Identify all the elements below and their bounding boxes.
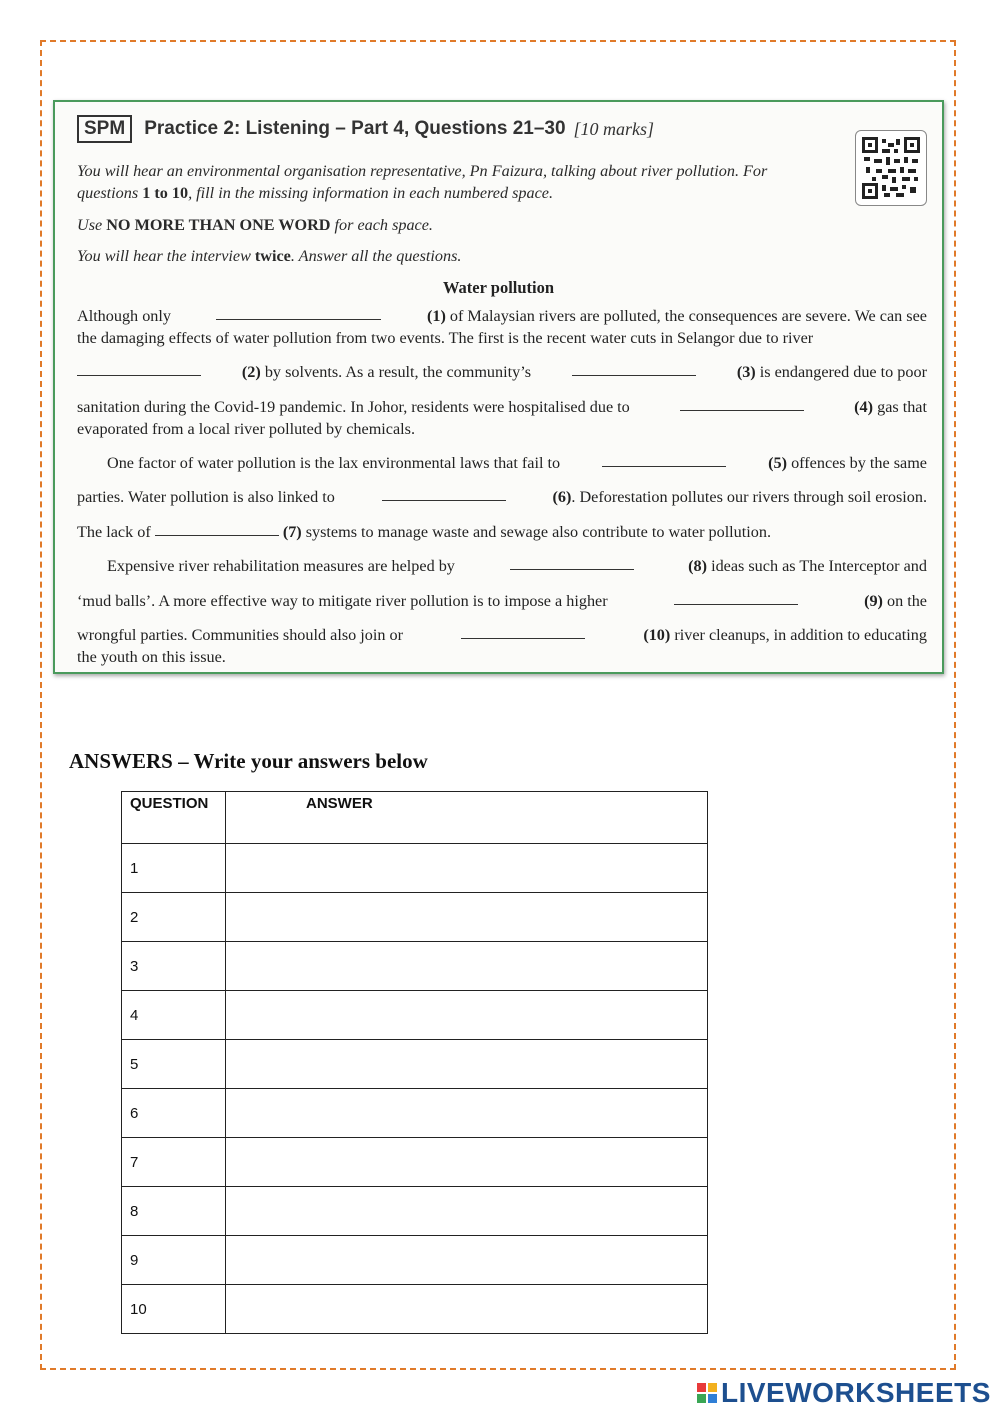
passage-line: The lack of (7) systems to manage waste and sewage also contribute to water pollution.	[77, 523, 772, 541]
logo-square	[697, 1394, 706, 1403]
question-column-header: QUESTION	[122, 792, 226, 844]
answer-cell[interactable]	[226, 942, 708, 991]
passage-line: ‘mud balls’. A more effective way to mitigate river pollution is to impose a higher (9) on the	[77, 592, 927, 610]
table-row	[122, 1138, 708, 1187]
answers-table	[121, 791, 708, 1334]
logo-text: LIVEWORKSHEETS	[721, 1377, 991, 1408]
passage-line: (2) by solvents. As a result, the community’s (3) is endangered due to poor	[77, 361, 927, 383]
card-header	[77, 115, 654, 143]
blank-2	[77, 361, 201, 376]
liveworksheets-logo	[697, 1377, 991, 1409]
instructions-paragraph-3: You will hear the interview twice. Answer all the questions.	[77, 247, 462, 265]
passage-line: parties. Water pollution is also linked to (6). Deforestation pollutes our rivers through soil erosion.	[77, 488, 927, 506]
passage-line: the damaging effects of water pollution from two events. The first is the recent water cuts in Selangor due to river	[77, 329, 814, 347]
question-number: 4	[122, 991, 226, 1040]
blank-5	[602, 452, 726, 467]
passage-line: Expensive river rehabilitation measures are helped by (8) ideas such as The Interceptor and	[107, 557, 927, 575]
question-number: 2	[122, 893, 226, 942]
question-number: 3	[122, 942, 226, 991]
passage-line: One factor of water pollution is the lax environmental laws that fail to (5) offences by the same	[107, 454, 927, 472]
table-row	[122, 1187, 708, 1236]
table-row	[122, 1040, 708, 1089]
answer-cell[interactable]	[226, 893, 708, 942]
table-row	[122, 942, 708, 991]
answer-cell[interactable]	[226, 1040, 708, 1089]
table-row	[122, 1236, 708, 1285]
blank-4	[680, 396, 804, 411]
passage-line: evaporated from a local river polluted by chemicals.	[77, 420, 416, 438]
question-number: 9	[122, 1236, 226, 1285]
blank-6	[382, 486, 506, 501]
exercise-title: Practice 2: Listening – Part 4, Questions 21–30	[144, 118, 566, 139]
table-row	[122, 1089, 708, 1138]
blank-8	[510, 555, 634, 570]
answer-cell[interactable]	[226, 1187, 708, 1236]
passage-title: Water pollution	[442, 278, 555, 297]
question-number: 1	[122, 844, 226, 893]
table-row	[122, 893, 708, 942]
passage-line: Although only (1) of Malaysian rivers are polluted, the consequences are severe. We can see	[77, 307, 927, 325]
table-row	[122, 844, 708, 893]
blank-10	[461, 624, 585, 639]
answer-cell[interactable]	[226, 844, 708, 893]
question-number: 7	[122, 1138, 226, 1187]
table-row	[122, 1285, 708, 1334]
instructions-paragraph-1: You will hear an environmental organisation representative, Pn Faizura, talking about river pollution. For questions 1 to 10, fill in the missing information in each numbered space.	[77, 162, 768, 202]
answer-cell[interactable]	[226, 991, 708, 1040]
logo-square	[708, 1394, 717, 1403]
blank-3	[572, 361, 696, 376]
question-number: 10	[122, 1285, 226, 1334]
spm-badge: SPM	[77, 115, 132, 143]
question-number: 6	[122, 1089, 226, 1138]
question-number: 8	[122, 1187, 226, 1236]
passage-line: sanitation during the Covid-19 pandemic. In Johor, residents were hospitalised due to (4) gas that	[77, 398, 927, 416]
answer-cell[interactable]	[226, 1236, 708, 1285]
answer-cell[interactable]	[226, 1138, 708, 1187]
blank-7	[155, 521, 279, 536]
qr-code-icon	[855, 130, 927, 206]
instructions-paragraph-2: Use NO MORE THAN ONE WORD for each space.	[77, 216, 433, 234]
marks-label: [10 marks]	[573, 118, 655, 139]
question-number: 5	[122, 1040, 226, 1089]
blank-9	[674, 590, 798, 605]
liveworksheets-logo-icon	[697, 1383, 717, 1403]
answer-cell[interactable]	[226, 1285, 708, 1334]
answers-heading: ANSWERS – Write your answers below	[69, 749, 428, 773]
table-header-row	[122, 792, 708, 844]
logo-square	[708, 1383, 717, 1392]
passage-line: wrongful parties. Communities should also join or (10) river cleanups, in addition to educating	[77, 626, 927, 644]
answer-column-header: ANSWER	[226, 792, 708, 844]
exercise-card	[53, 100, 944, 674]
passage-line: the youth on this issue.	[77, 648, 226, 666]
logo-square	[697, 1383, 706, 1392]
blank-1	[216, 305, 381, 320]
table-row	[122, 991, 708, 1040]
answer-cell[interactable]	[226, 1089, 708, 1138]
